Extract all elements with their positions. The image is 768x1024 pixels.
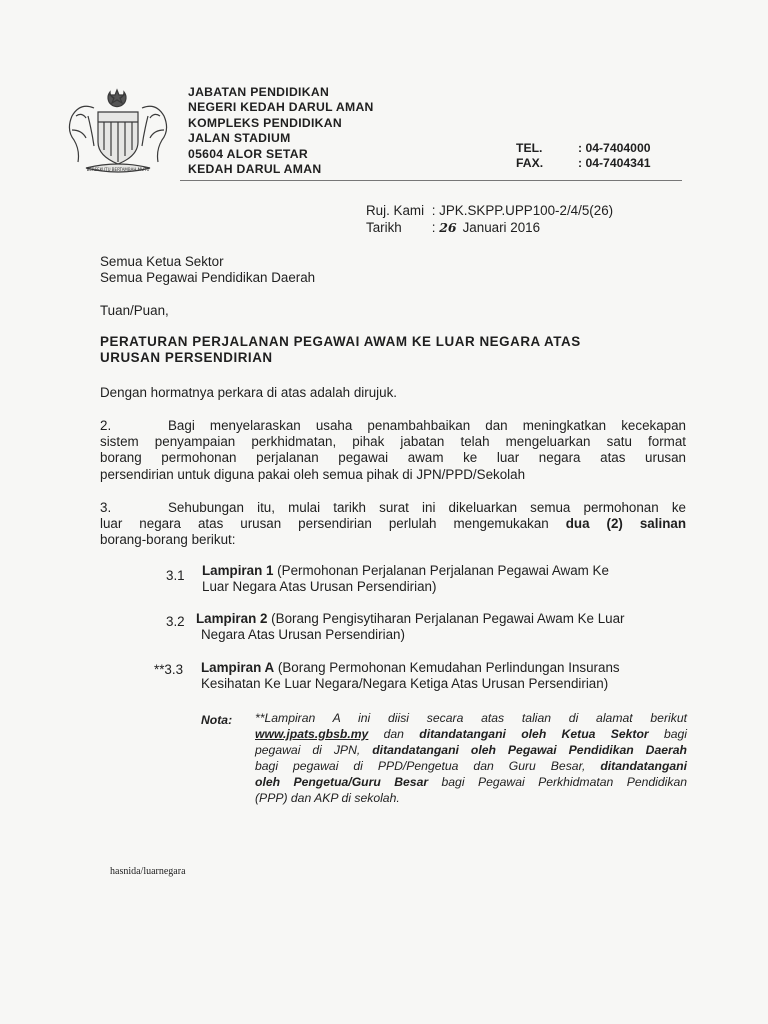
intro-paragraph: Dengan hormatnya perkara di atas adalah dirujuk.: [100, 385, 398, 400]
note-url-link[interactable]: www.jpats.gbsb.my: [255, 726, 369, 741]
note-bold-span: ditandatangani: [600, 758, 687, 773]
paragraph-line: Bagi menyelaraskan usaha penambahbaikan dan meningkatkan kecekapan: [168, 418, 686, 433]
note-bold-span: oleh Pengetua/Guru Besar: [255, 774, 429, 789]
org-line: KEDAH DARUL AMAN: [188, 162, 322, 177]
ref-label: Ruj. Kami: [366, 203, 425, 218]
recipient-line: Semua Pegawai Pendidikan Daerah: [100, 270, 316, 286]
ref-value: : JPK.SKPP.UPP100-2/4/5(26): [431, 203, 614, 218]
note-text-span: bagi: [648, 726, 687, 741]
note-bold-span: ditandatangani oleh Pegawai Pendidikan Daerah: [372, 742, 687, 757]
attachment-desc: (Permohonan Perjalanan Perjalanan Pegawai Awam Ke: [273, 563, 609, 578]
salutation: Tuan/Puan,: [100, 303, 169, 318]
tel-value: : 04-7404000: [578, 141, 651, 155]
svg-text:BERSEKUTU BERTAMBAH MUTU: BERSEKUTU BERTAMBAH MUTU: [86, 167, 150, 172]
org-line: JABATAN PENDIDIKAN: [188, 85, 330, 99]
org-line: JALAN STADIUM: [188, 131, 291, 146]
attachment-label: Lampiran 1: [202, 563, 274, 578]
org-line: 05604 ALOR SETAR: [188, 146, 308, 161]
recipient-line: Semua Ketua Sektor: [100, 254, 224, 269]
organization-address: [188, 85, 374, 177]
handwritten-day: 26: [439, 219, 457, 235]
item-number: 3.1: [166, 568, 185, 583]
paragraph-line: sistem penyampaian perkhidmatan, pihak jabatan telah mengeluarkan satu format: [100, 434, 686, 450]
subject-heading: [100, 334, 581, 367]
paragraph-line: Sehubungan itu, mulai tarikh surat ini dikeluarkan semua permohonan ke: [168, 500, 686, 515]
fax-value: : 04-7404341: [578, 156, 651, 171]
attachment-label: Lampiran 2: [196, 611, 268, 626]
note-text-span: bagi Pegawai Perkhidmatan Pendidikan: [428, 774, 687, 789]
note-line: (PPP) dan AKP di sekolah.: [255, 790, 400, 805]
paragraph-line: borang-borang berikut:: [100, 532, 236, 548]
note-text-span: dan: [368, 726, 420, 741]
note-bold-span: ditandatangani oleh Ketua Sektor: [419, 726, 649, 741]
date-label: Tarikh: [366, 219, 402, 235]
fax-label: FAX.: [516, 156, 544, 171]
attachment-item: [201, 660, 620, 692]
org-line: KOMPLEKS PENDIDIKAN: [188, 115, 342, 130]
note-text-span: pegawai di JPN,: [255, 742, 373, 757]
emphasis-copies: dua (2) salinan: [565, 516, 686, 532]
attachment-desc: Negara Atas Urusan Persendirian): [201, 627, 405, 643]
tel-label: TEL.: [516, 141, 543, 155]
note-text: [255, 711, 687, 806]
date-month-year: Januari 2016: [462, 219, 541, 235]
note-line: **Lampiran A ini diisi secara atas talian di alamat berikut: [255, 711, 687, 725]
attachment-desc: Luar Negara Atas Urusan Persendirian): [202, 579, 437, 595]
recipients: [100, 254, 315, 286]
letterhead-divider: [180, 180, 682, 181]
attachment-desc: Kesihatan Ke Luar Negara/Negara Ketiga Atas Urusan Persendirian): [201, 676, 609, 692]
contact-info: [516, 141, 651, 172]
paragraph-number: 2.: [100, 418, 112, 433]
org-line: NEGERI KEDAH DARUL AMAN: [188, 100, 374, 115]
paragraph-3: [100, 500, 686, 549]
attachment-item: [202, 563, 609, 595]
reference-initials: hasnida/luarnegara: [110, 866, 186, 877]
note-label: Nota:: [201, 713, 233, 727]
note-text-span: bagi pegawai di PPD/Pengetua dan Guru Besar,: [255, 758, 601, 773]
paragraph-line: luar negara atas urusan persendirian perlulah mengemukakan: [100, 516, 566, 532]
attachment-desc: (Borang Pengisytiharan Perjalanan Pegawai Awam Ke Luar: [267, 611, 625, 626]
attachment-item: [196, 611, 625, 643]
attachment-desc: (Borang Permohonan Kemudahan Perlindungan Insurans: [274, 660, 620, 675]
attachment-label: Lampiran A: [201, 660, 275, 675]
coat-of-arms-icon: [64, 86, 172, 178]
date-colon: :: [431, 219, 436, 235]
item-number: **3.3: [154, 662, 184, 677]
item-number: 3.2: [166, 614, 185, 629]
subject-line: URUSAN PERSENDIRIAN: [100, 350, 273, 366]
reference-block: [366, 203, 613, 236]
paragraph-line: borang permohonan perjalanan pegawai awam ke luar negara atas urusan: [100, 450, 686, 466]
paragraph-2: [100, 418, 686, 483]
paragraph-line: persendirian untuk diguna pakai oleh semua pihak di JPN/PPD/Sekolah: [100, 466, 526, 482]
subject-line: PERATURAN PERJALANAN PEGAWAI AWAM KE LUAR NEGARA ATAS: [100, 334, 581, 349]
paragraph-number: 3.: [100, 500, 112, 515]
